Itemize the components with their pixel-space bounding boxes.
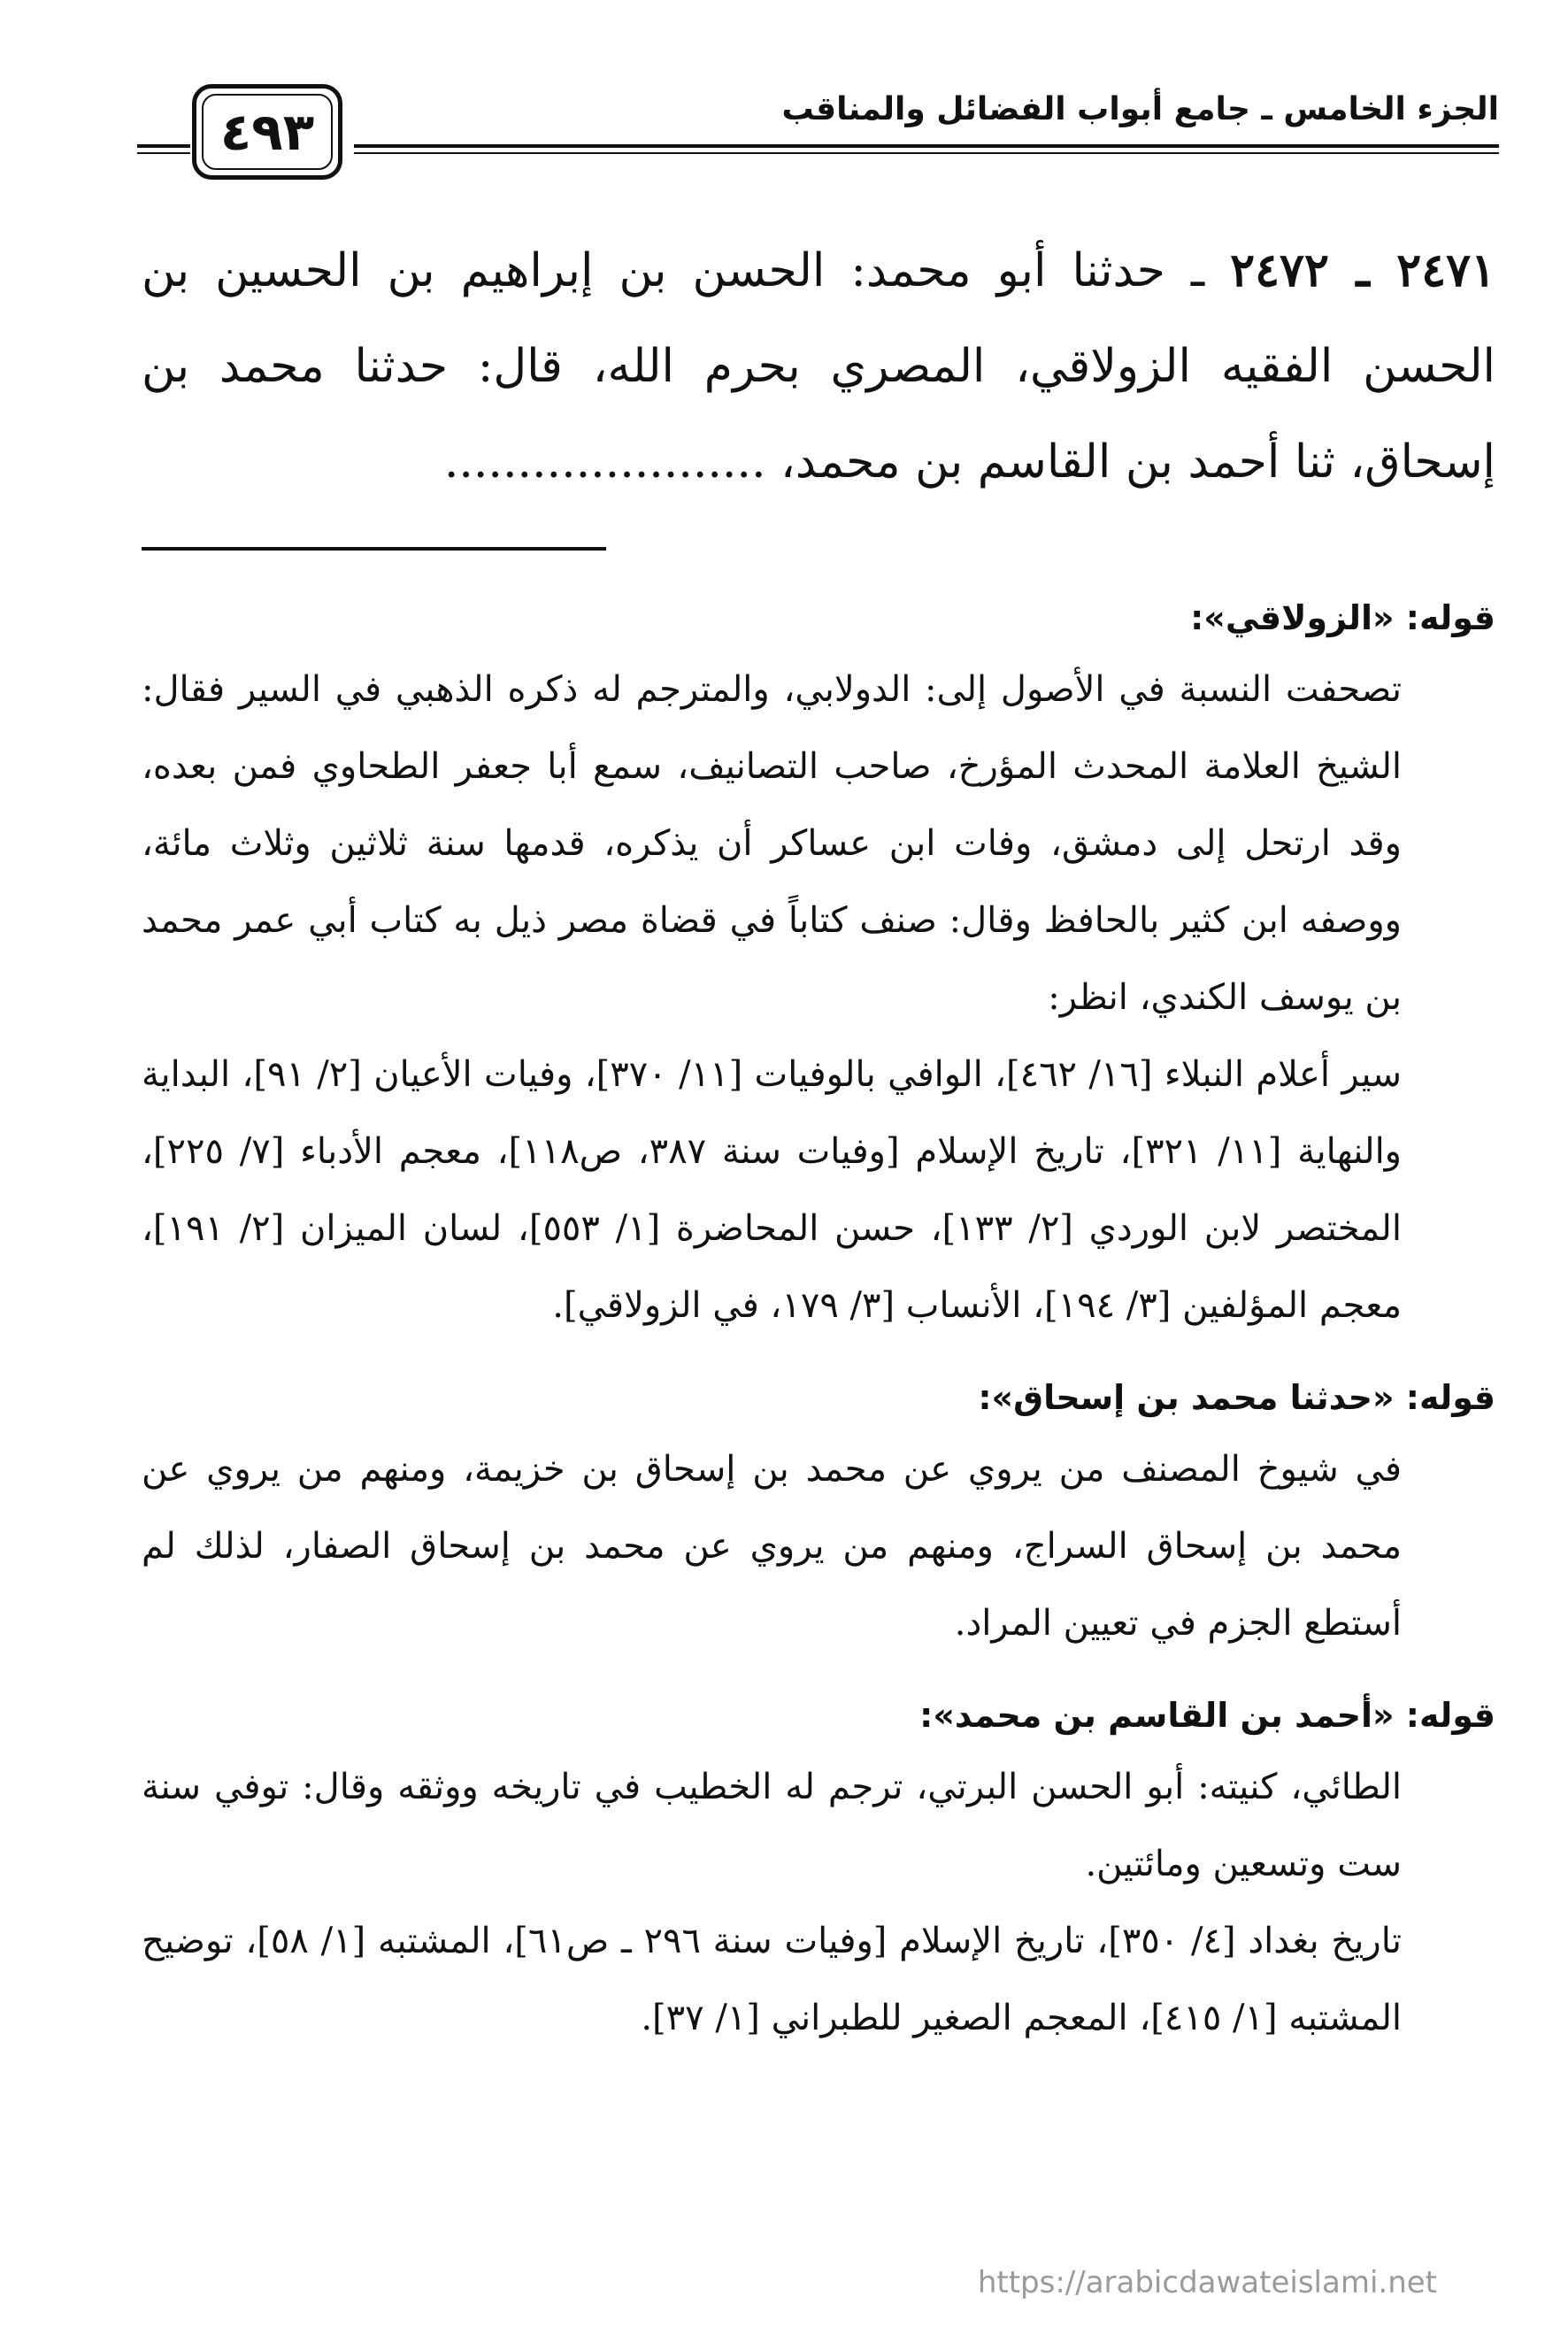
note-paragraph: تصحفت النسبة في الأصول إلى: الدولابي، والمترجم له ذكره الذهبي في السير فقال: الشيخ العلامة المحدث المؤرخ، صاحب التصانيف، سمع أبا جعفر الطحاوي فمن بعده، وقد ارتحل إلى دمشق، وفات ابن عساكر أن يذكره، قدمها سنة ثلاثين وثلاث مائة، ووصفه ابن كثير بالحافظ وقال: صنف كتاباً في قضاة مصر ذيل به كتاب أبي عمر محمد بن يوسف الكندي، انظر:	[142, 669, 1402, 1018]
note-heading: قوله: «الزولاقي»:	[1190, 598, 1495, 637]
note-paragraph: الطائي، كنيته: أبو الحسن البرتي، ترجم له الخطيب في تاريخه ووثقه وقال: توفي سنة ست وتسعين ومائتين.	[142, 1767, 1402, 1884]
note-muhammad-ibn-ishaq	[142, 1364, 1495, 1662]
note-body	[142, 1431, 1495, 1662]
note-paragraph: في شيوخ المصنف من يروي عن محمد بن إسحاق بن خزيمة، ومنهم من يروي عن محمد بن إسحاق السراج، ومنهم من يروي عن محمد بن إسحاق الصفار، لذلك لم أستطع الجزم في تعيين المراد.	[142, 1449, 1402, 1644]
hadith-number: ٢٤٧١ ـ ٢٤٧٢	[1230, 243, 1495, 297]
note-heading: قوله: «حدثنا محمد بن إسحاق»:	[978, 1378, 1495, 1417]
footnote-divider	[142, 547, 606, 551]
note-references: سير أعلام النبلاء [١٦/ ٤٦٢]، الوافي بالوفيات [١١/ ٣٧٠]، وفيات الأعيان [٢/ ٩١]، البداية والنهاية [١١/ ٣٢١]، تاريخ الإسلام [وفيات سنة ٣٨٧، ص١١٨]، معجم الأدباء [٧/ ٢٢٥]، المختصر لابن الوردي [٢/ ١٣٣]، حسن المحاضرة [١/ ٥٥٣]، لسان الميزان [٢/ ١٩١]، معجم المؤلفين [٣/ ١٩٤]، الأنساب [٣/ ١٧٩، في الزولاقي].	[142, 1054, 1402, 1326]
header-title: الجزء الخامس ـ جامع أبواب الفضائل والمناقب	[781, 91, 1499, 127]
header-rule	[354, 144, 1499, 154]
note-zawlaqi	[142, 584, 1495, 1344]
note-body	[142, 651, 1495, 1344]
header-rule-left	[137, 144, 190, 154]
page-number-frame	[192, 84, 342, 180]
note-heading: قوله: «أحمد بن القاسم بن محمد»:	[919, 1696, 1495, 1735]
hadith-body: ـ حدثنا أبو محمد: الحسن بن إبراهيم بن الحسين بن الحسن الفقيه الزولاقي، المصري بحرم الله، قال: حدثنا محمد بن إسحاق، ثنا أحمد بن القاسم بن محمد، ......................	[142, 244, 1495, 489]
page-number: ٤٩٣	[219, 102, 315, 162]
hadith-text	[142, 223, 1495, 510]
commentary	[142, 584, 1495, 2076]
note-ahmad-ibn-al-qasim	[142, 1682, 1495, 2057]
running-header	[137, 84, 1499, 190]
site-watermark: https://arabicdawateislami.net	[977, 2265, 1437, 2300]
note-references: تاريخ بغداد [٤/ ٣٥٠]، تاريخ الإسلام [وفيات سنة ٢٩٦ ـ ص٦١]، المشتبه [١/ ٥٨]، توضيح المشتبه [١/ ٤١٥]، المعجم الصغير للطبراني [١/ ٣٧].	[142, 1921, 1403, 2038]
note-body	[142, 1749, 1495, 2057]
